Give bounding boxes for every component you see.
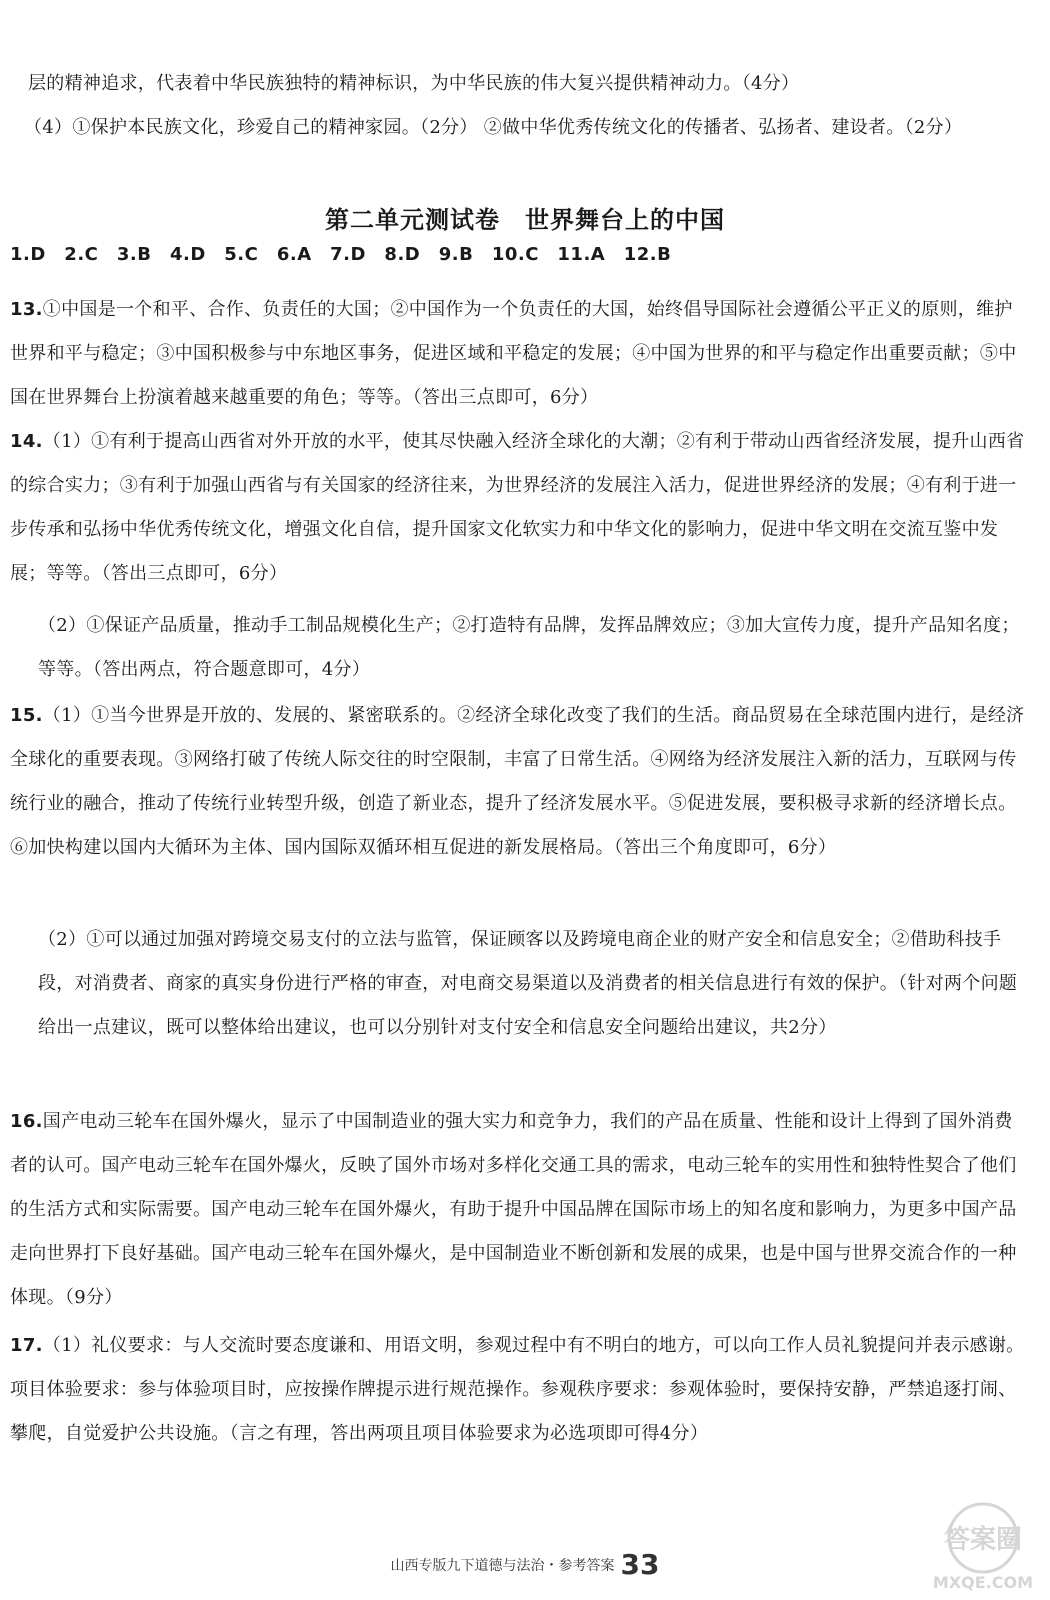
question-15-part-1 bbox=[10, 694, 1030, 870]
footer-text: 山西专版九下道德与法治・参考答案 bbox=[390, 1558, 615, 1574]
answer-text: （1）①当今世界是开放的、发展的、紧密联系的。②经济全球化改变了我们的生活。商品贸易在全球范围内进行，是经济全球化的重要表现。③网络打破了传统人际交往的时空限制，丰富了日常生活。④网络为经济发展注入新的活力，互联网与传统行业的融合，推动了传统行业转型升级，创造了新业态，提升了经济发展水平。⑤促进发展，要积极寻求新的经济增长点。⑥加快构建以国内大循环为主体、国内国际双循环相互促进的新发展格局。（答出三个角度即可，6分） bbox=[10, 705, 1025, 858]
section-title: 第二单元测试卷 世界舞台上的中国 bbox=[325, 206, 725, 234]
watermark-text: 答案圈 bbox=[943, 1525, 1023, 1555]
question-16 bbox=[10, 1100, 1030, 1320]
question-number: 17. bbox=[10, 1335, 43, 1356]
paragraph-part-4: （4）①保护本民族文化，珍爱自己的精神家园。（2分） ②做中华优秀传统文化的传播者、弘扬者、建设者。（2分） bbox=[24, 117, 963, 138]
answer-text: ①中国是一个和平、合作、负责任的大国；②中国作为一个负责任的大国，始终倡导国际社会遵循公平正义的原则，维护世界和平与稳定；③中国积极参与中东地区事务，促进区域和平稳定的发展；④中国为世界的和平与稳定作出重要贡献；⑤中国在世界舞台上扮演着越来越重要的角色；等等。（答出三点即可，6分） bbox=[10, 299, 1017, 408]
question-14-part-1 bbox=[10, 420, 1030, 596]
question-15-part-2: （2）①可以通过加强对跨境交易支付的立法与监管，保证顾客以及跨境电商企业的财产安全和信息安全；②借助科技手段，对消费者、商家的真实身份进行严格的审查，对电商交易渠道以及消费者的相关信息进行有效的保护。（针对两个问题给出一点建议，既可以整体给出建议，也可以分别针对支付安全和信息安全问题给出建议，共2分） bbox=[38, 929, 1018, 1038]
question-number: 14. bbox=[10, 431, 43, 452]
watermark-url: MXQE.COM bbox=[932, 1573, 1034, 1592]
paragraph-continued: 层的精神追求，代表着中华民族独特的精神标识，为中华民族的伟大复兴提供精神动力。（4分） bbox=[28, 73, 800, 94]
answer-text: （1）①有利于提高山西省对外开放的水平，使其尽快融入经济全球化的大潮；②有利于带动山西省经济发展，提升山西省的综合实力；③有利于加强山西省与有关国家的经济往来，为世界经济的发展注入活力，促进世界经济的发展；④有利于进一步传承和弘扬中华优秀传统文化，增强文化自信，提升国家文化软实力和中华文化的影响力，促进中华文明在交流互鉴中发展；等等。（答出三点即可，6分） bbox=[10, 431, 1025, 584]
question-17 bbox=[10, 1324, 1030, 1456]
question-number: 13. bbox=[10, 299, 43, 320]
question-13 bbox=[10, 288, 1030, 420]
question-number: 15. bbox=[10, 705, 43, 726]
question-number: 16. bbox=[10, 1111, 43, 1132]
mcq-answers: 1.D 2.C 3.B 4.D 5.C 6.A 7.D 8.D 9.B 10.C 11.A 12.B bbox=[10, 244, 672, 265]
answer-text: 国产电动三轮车在国外爆火，显示了中国制造业的强大实力和竞争力，我们的产品在质量、性能和设计上得到了国外消费者的认可。国产电动三轮车在国外爆火，反映了国外市场对多样化交通工具的需求，电动三轮车的实用性和独特性契合了他们的生活方式和实际需要。国产电动三轮车在国外爆火，有助于提升中国品牌在国际市场上的知名度和影响力，为更多中国产品走向世界打下良好基础。国产电动三轮车在国外爆火，是中国制造业不断创新和发展的成果，也是中国与世界交流合作的一种体现。（9分） bbox=[10, 1111, 1017, 1308]
page-number: 33 bbox=[620, 1548, 660, 1581]
page-footer bbox=[0, 1548, 1050, 1581]
question-14-part-2: （2）①保证产品质量，推动手工制品规模化生产；②打造特有品牌，发挥品牌效应；③加大宣传力度，提升产品知名度；等等。（答出两点，符合题意即可，4分） bbox=[38, 615, 1020, 680]
watermark-logo bbox=[924, 1498, 1042, 1594]
answer-text: （1）礼仪要求：与人交流时要态度谦和、用语文明，参观过程中有不明白的地方，可以向工作人员礼貌提问并表示感谢。项目体验要求：参与体验项目时，应按操作牌提示进行规范操作。参观秩序要求：参观体验时，要保持安静，严禁追逐打闹、攀爬，自觉爱护公共设施。（言之有理，答出两项且项目体验要求为必选项即可得4分） bbox=[10, 1335, 1025, 1444]
